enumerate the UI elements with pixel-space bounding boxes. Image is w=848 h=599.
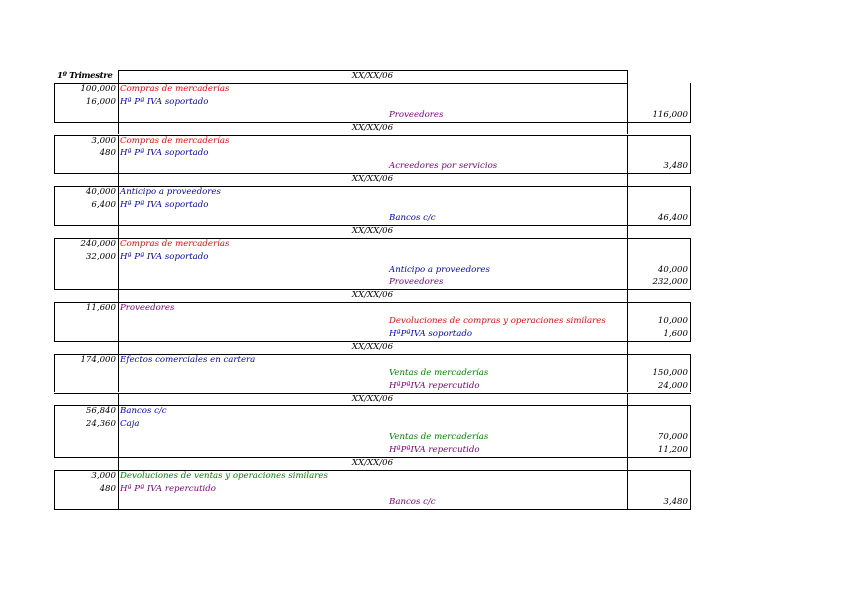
block-left-line — [54, 354, 55, 393]
block-divider-left — [118, 354, 119, 393]
entry-date: XX/XX/06 — [351, 225, 394, 236]
credit-amount: 40,000 — [657, 264, 688, 275]
date-row-right-line — [627, 173, 628, 186]
entry-date: XX/XX/06 — [351, 458, 394, 468]
credit-account: Proveedores — [389, 109, 444, 120]
date-row-right-line — [627, 393, 628, 406]
block-divider-left — [118, 186, 119, 225]
block-right-line — [690, 354, 691, 393]
block-right-line — [690, 135, 691, 174]
debit-amount: 480 — [99, 483, 116, 494]
credit-amount: 232,000 — [652, 277, 688, 288]
credit-amount: 24,000 — [657, 380, 688, 391]
debit-account: Anticipo a proveedores — [120, 187, 221, 198]
credit-account: HªPªIVA repercutido — [389, 380, 480, 391]
block-divider-left — [118, 302, 119, 341]
credit-account: Proveedores — [389, 277, 444, 288]
credit-account: Bancos c/c — [389, 496, 436, 507]
credit-account: HªPªIVA repercutido — [389, 445, 480, 456]
debit-amount: 24,360 — [85, 419, 116, 430]
debit-amount: 16,000 — [85, 96, 116, 107]
debit-account: Hª Pª IVA repercutido — [120, 483, 216, 494]
block-left-line — [54, 186, 55, 225]
block-right-line — [690, 186, 691, 225]
debit-account: Efectos comerciales en cartera — [120, 354, 256, 365]
debit-account: Hª Pª IVA soportado — [120, 148, 209, 159]
debit-account: Hª Pª IVA soportado — [120, 251, 209, 262]
debit-amount: 240,000 — [80, 238, 116, 249]
credit-amount: 46,400 — [657, 212, 688, 223]
date-row-right-line — [627, 225, 628, 238]
debit-amount: 6,400 — [91, 200, 116, 210]
credit-account: Acreedores por servicios — [389, 161, 498, 172]
credit-amount: 3,480 — [663, 496, 688, 507]
credit-account: HªPªIVA soportado — [389, 329, 473, 339]
debit-account: Proveedores — [120, 303, 175, 314]
date-row-right-line — [627, 122, 628, 135]
block-left-line — [54, 135, 55, 174]
block-right-line — [690, 83, 691, 122]
block-right-line — [690, 405, 691, 457]
entry-date: XX/XX/06 — [351, 341, 394, 352]
credit-amount: 70,000 — [657, 432, 688, 443]
date-row-right-line — [627, 289, 628, 302]
debit-account: Hª Pª IVA soportado — [120, 96, 209, 107]
debit-account: Compras de mercaderías — [120, 238, 230, 249]
debit-amount: 32,000 — [85, 251, 116, 262]
credit-amount: 11,200 — [657, 445, 688, 456]
block-bottom-line — [54, 509, 691, 510]
credit-account: Ventas de mercaderías — [389, 367, 489, 378]
credit-amount: 116,000 — [652, 109, 688, 120]
block-right-line — [690, 302, 691, 341]
debit-amount: 11,600 — [85, 303, 116, 314]
block-left-line — [54, 405, 55, 457]
credit-amount: 1,600 — [663, 329, 688, 339]
credit-amount: 10,000 — [657, 316, 688, 327]
debit-amount: 3,000 — [91, 470, 116, 481]
credit-amount: 150,000 — [652, 367, 688, 378]
quarter-title: 1º Trimestre — [57, 71, 113, 81]
block-divider-left — [118, 135, 119, 174]
debit-amount: 56,840 — [85, 406, 116, 417]
date-row-right-line — [627, 341, 628, 354]
credit-account: Anticipo a proveedores — [389, 264, 490, 275]
block-divider-left — [118, 470, 119, 509]
block-divider-left — [118, 238, 119, 290]
debit-amount: 3,000 — [91, 135, 116, 146]
debit-account: Hª Pª IVA soportado — [120, 200, 209, 210]
credit-amount: 3,480 — [663, 161, 688, 172]
block-left-line — [54, 470, 55, 509]
entry-date: XX/XX/06 — [351, 174, 394, 185]
debit-account: Compras de mercaderías — [120, 135, 230, 146]
block-right-line — [690, 470, 691, 509]
debit-amount: 480 — [99, 148, 116, 159]
block-divider-left — [118, 405, 119, 457]
block-left-line — [54, 302, 55, 341]
debit-account: Bancos c/c — [120, 406, 167, 417]
block-right-line — [690, 238, 691, 290]
debit-account: Compras de mercaderías — [120, 83, 230, 94]
entry-date: XX/XX/06 — [351, 393, 394, 404]
entry-date: XX/XX/06 — [351, 71, 394, 81]
block-divider-left — [118, 83, 119, 122]
debit-account: Devoluciones de ventas y operaciones similares — [120, 470, 328, 481]
entry-date: XX/XX/06 — [351, 122, 394, 133]
debit-amount: 100,000 — [80, 83, 116, 94]
credit-account: Bancos c/c — [389, 212, 436, 223]
date-row-right-line — [627, 457, 628, 470]
credit-account: Ventas de mercaderías — [389, 432, 489, 443]
date-row-right-line — [627, 70, 628, 83]
debit-amount: 174,000 — [80, 354, 116, 365]
debit-amount: 40,000 — [85, 187, 116, 198]
entry-date: XX/XX/06 — [351, 290, 394, 301]
block-left-line — [54, 238, 55, 290]
credit-account: Devoluciones de compras y operaciones similares — [389, 316, 606, 327]
debit-account: Caja — [120, 419, 140, 430]
block-left-line — [54, 83, 55, 122]
